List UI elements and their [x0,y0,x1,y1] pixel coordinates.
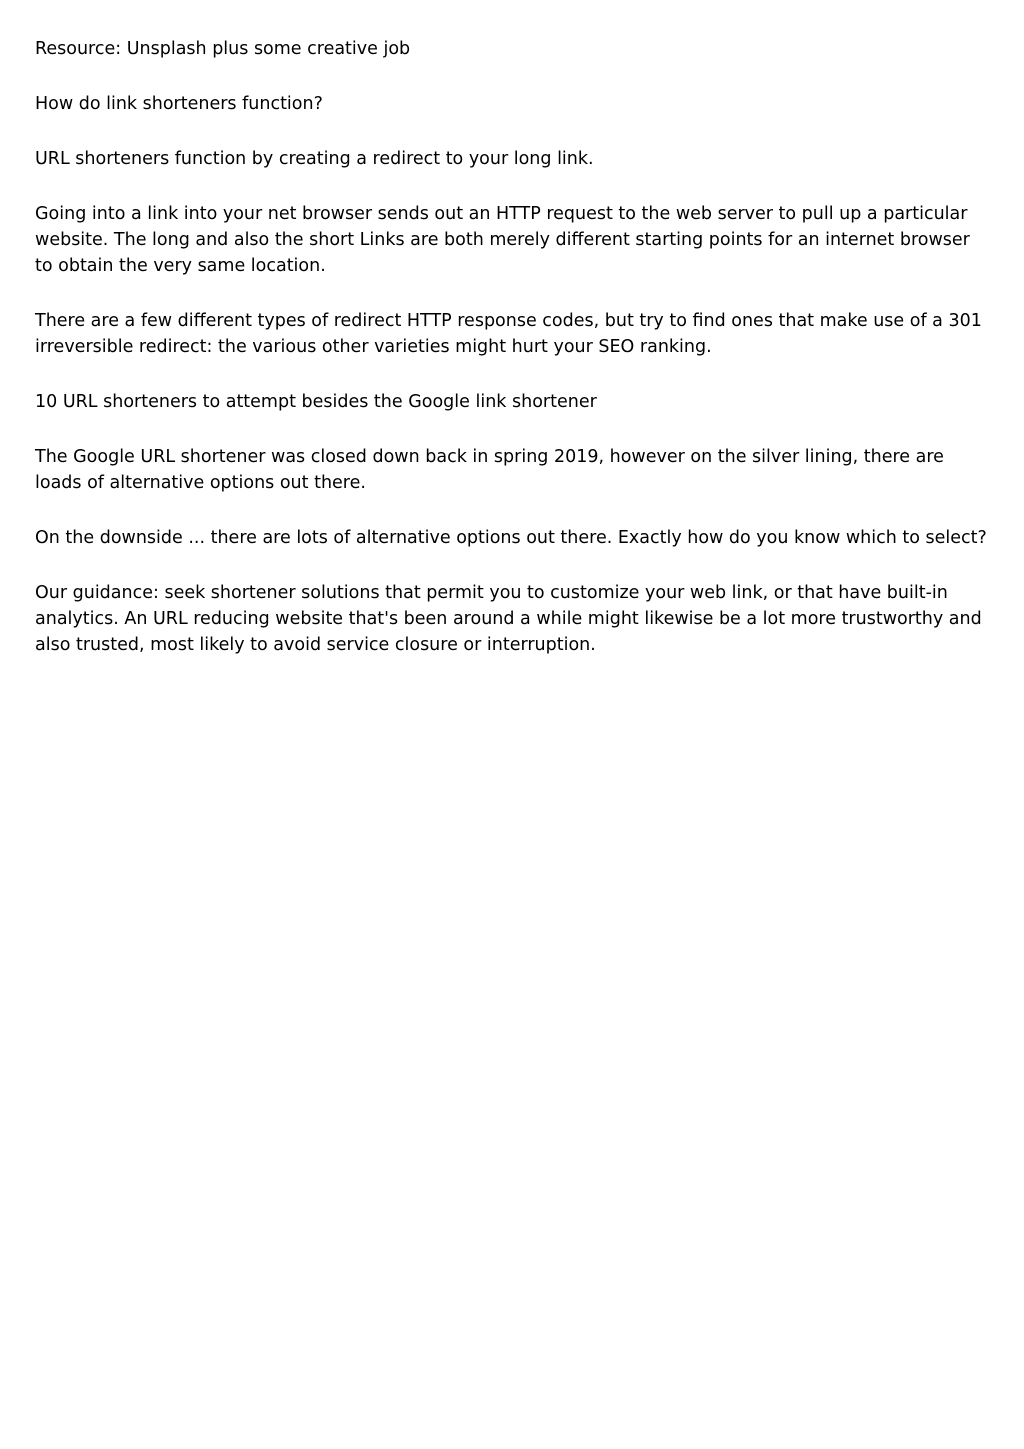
paragraph-301-redirect: There are a few different types of redirect HTTP response codes, but try to find ones that make use of a 301 irreversible redirect: the various other varieties might hurt your SEO ranking. [35,311,982,357]
resource-credit: Resource: Unsplash plus some creative job [35,39,411,59]
paragraph-downside: On the downside ... there are lots of alternative options out there. Exactly how do you know which to select? [35,528,987,548]
paragraph-http-request: Going into a link into your net browser sends out an HTTP request to the web server to pull up a particular website. The long and also the short Links are both merely different starting points for an internet browser to obtain the very same location. [35,204,970,276]
document-page [35,36,990,687]
section-heading-alternatives: 10 URL shorteners to attempt besides the Google link shortener [35,392,597,412]
section-heading-how-shorteners-work: How do link shorteners function? [35,94,323,114]
paragraph-guidance: Our guidance: seek shortener solutions that permit you to customize your web link, or that have built-in analytics. An URL reducing website that's been around a while might likewise be a lot more trustworthy and also trusted, most likely to avoid service closure or interruption. [35,583,982,655]
paragraph-redirect-summary: URL shorteners function by creating a redirect to your long link. [35,149,594,169]
paragraph-google-shutdown: The Google URL shortener was closed down back in spring 2019, however on the silver lining, there are loads of alternative options out there. [35,447,944,493]
